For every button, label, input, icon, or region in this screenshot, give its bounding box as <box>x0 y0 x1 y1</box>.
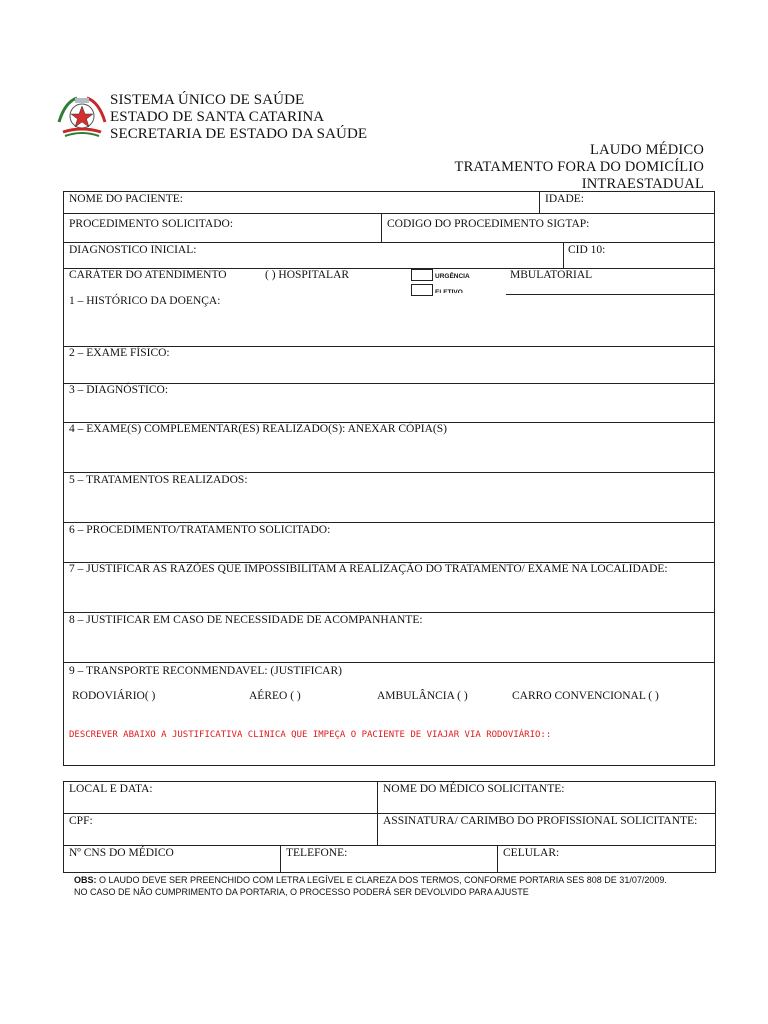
section-diagnostico[interactable]: 3 – DIAGNÓSTICO: <box>69 384 169 396</box>
obs-line-1 <box>74 875 667 887</box>
carater-label: CARÁTER DO ATENDIMENTO <box>69 269 227 281</box>
eletivo-checkbox[interactable] <box>411 284 433 296</box>
title-line-3: INTRAESTADUAL <box>581 176 704 192</box>
header-line-1: SISTEMA ÚNICO DE SAÚDE <box>110 92 305 108</box>
field-telefone[interactable]: TELEFONE: <box>286 847 348 859</box>
field-nome-paciente[interactable]: NOME DO PACIENTE: <box>69 193 183 205</box>
field-celular[interactable]: CELULAR: <box>503 847 560 859</box>
section-tratamentos[interactable]: 5 – TRATAMENTOS REALIZADOS: <box>69 474 248 486</box>
transport-ambulancia[interactable]: AMBULÂNCIA ( ) <box>377 690 468 702</box>
header-line-3: SECRETARIA DE ESTADO DA SAÚDE <box>110 126 368 142</box>
justificativa-clinica-note: DESCREVER ABAIXO A JUSTIFICATIVA CLINICA QUE IMPEÇA O PACIENTE DE VIAJAR VIA RODOVIÁRIO:: <box>69 730 552 740</box>
field-codigo-procedimento[interactable]: CODIGO DO PROCEDIMENTO SIGTAP: <box>387 218 590 230</box>
field-cpf[interactable]: CPF: <box>69 815 93 827</box>
section-acompanhante[interactable]: 8 – JUSTIFICAR EM CASO DE NECESSIDADE DE ACOMPANHANTE: <box>69 614 423 626</box>
transport-carro[interactable]: CARRO CONVENCIONAL ( ) <box>512 690 659 702</box>
field-assinatura[interactable]: ASSINATURA/ CARIMBO DO PROFISSIONAL SOLICITANTE: <box>383 815 698 827</box>
section-exame-fisico[interactable]: 2 – EXAME FÍSICO: <box>69 347 170 359</box>
ambulatorial-option[interactable]: MBULATORIAL <box>510 269 593 281</box>
urgencia-checkbox[interactable] <box>411 269 433 281</box>
obs-text-1: O LAUDO DEVE SER PREENCHIDO COM LETRA LEGÍVEL E CLAREZA DOS TERMOS, CONFORME PORTARIA SES 808 DE 31/07/2009. <box>99 875 667 885</box>
title-line-1: LAUDO MÉDICO <box>590 142 704 158</box>
transport-aereo[interactable]: AÉREO ( ) <box>249 690 301 702</box>
urgencia-label: URGÊNCIA <box>435 273 470 280</box>
eletivo-label: ELETIVO <box>435 289 463 293</box>
field-idade[interactable]: IDADE: <box>545 193 584 205</box>
header-line-2: ESTADO DE SANTA CATARINA <box>110 109 325 125</box>
field-cns-medico[interactable]: Nº CNS DO MÉDICO <box>69 847 174 859</box>
section-justificativa[interactable]: 7 – JUSTIFICAR AS RAZÕES QUE IMPOSSIBILITAM A REALIZAÇÃO DO TRATAMENTO/ EXAME NA LOCALIDADE: <box>69 563 668 575</box>
field-local-data[interactable]: LOCAL E DATA: <box>69 783 153 795</box>
title-line-2: TRATAMENTO FORA DO DOMICÍLIO <box>454 159 704 175</box>
state-coat-of-arms-icon <box>55 92 109 140</box>
field-nome-medico[interactable]: NOME DO MÉDICO SOLICITANTE: <box>383 783 565 795</box>
section-exames-complementares[interactable]: 4 – EXAME(S) COMPLEMENTAR(ES) REALIZADO(S): ANEXAR CÓPIA(S) <box>69 423 447 435</box>
hospitalar-option[interactable]: ( ) HOSPITALAR <box>265 269 350 281</box>
field-cid[interactable]: CID 10: <box>568 244 606 256</box>
obs-label: OBS: <box>74 875 97 885</box>
field-procedimento-solicitado[interactable]: PROCEDIMENTO SOLICITADO: <box>69 218 234 230</box>
section-procedimento[interactable]: 6 – PROCEDIMENTO/TRATAMENTO SOLICITADO: <box>69 524 331 536</box>
transport-rodoviario[interactable]: RODOVIÁRIO( ) <box>72 690 156 702</box>
section-transporte: 9 – TRANSPORTE RECONMENDAVEL: (JUSTIFICAR) <box>69 665 342 677</box>
section-historico[interactable]: 1 – HISTÓRICO DA DOENÇA: <box>69 295 221 307</box>
obs-line-2: NO CASO DE NÃO CUMPRIMENTO DA PORTARIA, O PROCESSO PODERÁ SER DEVOLVIDO PARA AJUSTE <box>74 887 529 897</box>
field-diagnostico-inicial[interactable]: DIAGNOSTICO INICIAL: <box>69 244 197 256</box>
